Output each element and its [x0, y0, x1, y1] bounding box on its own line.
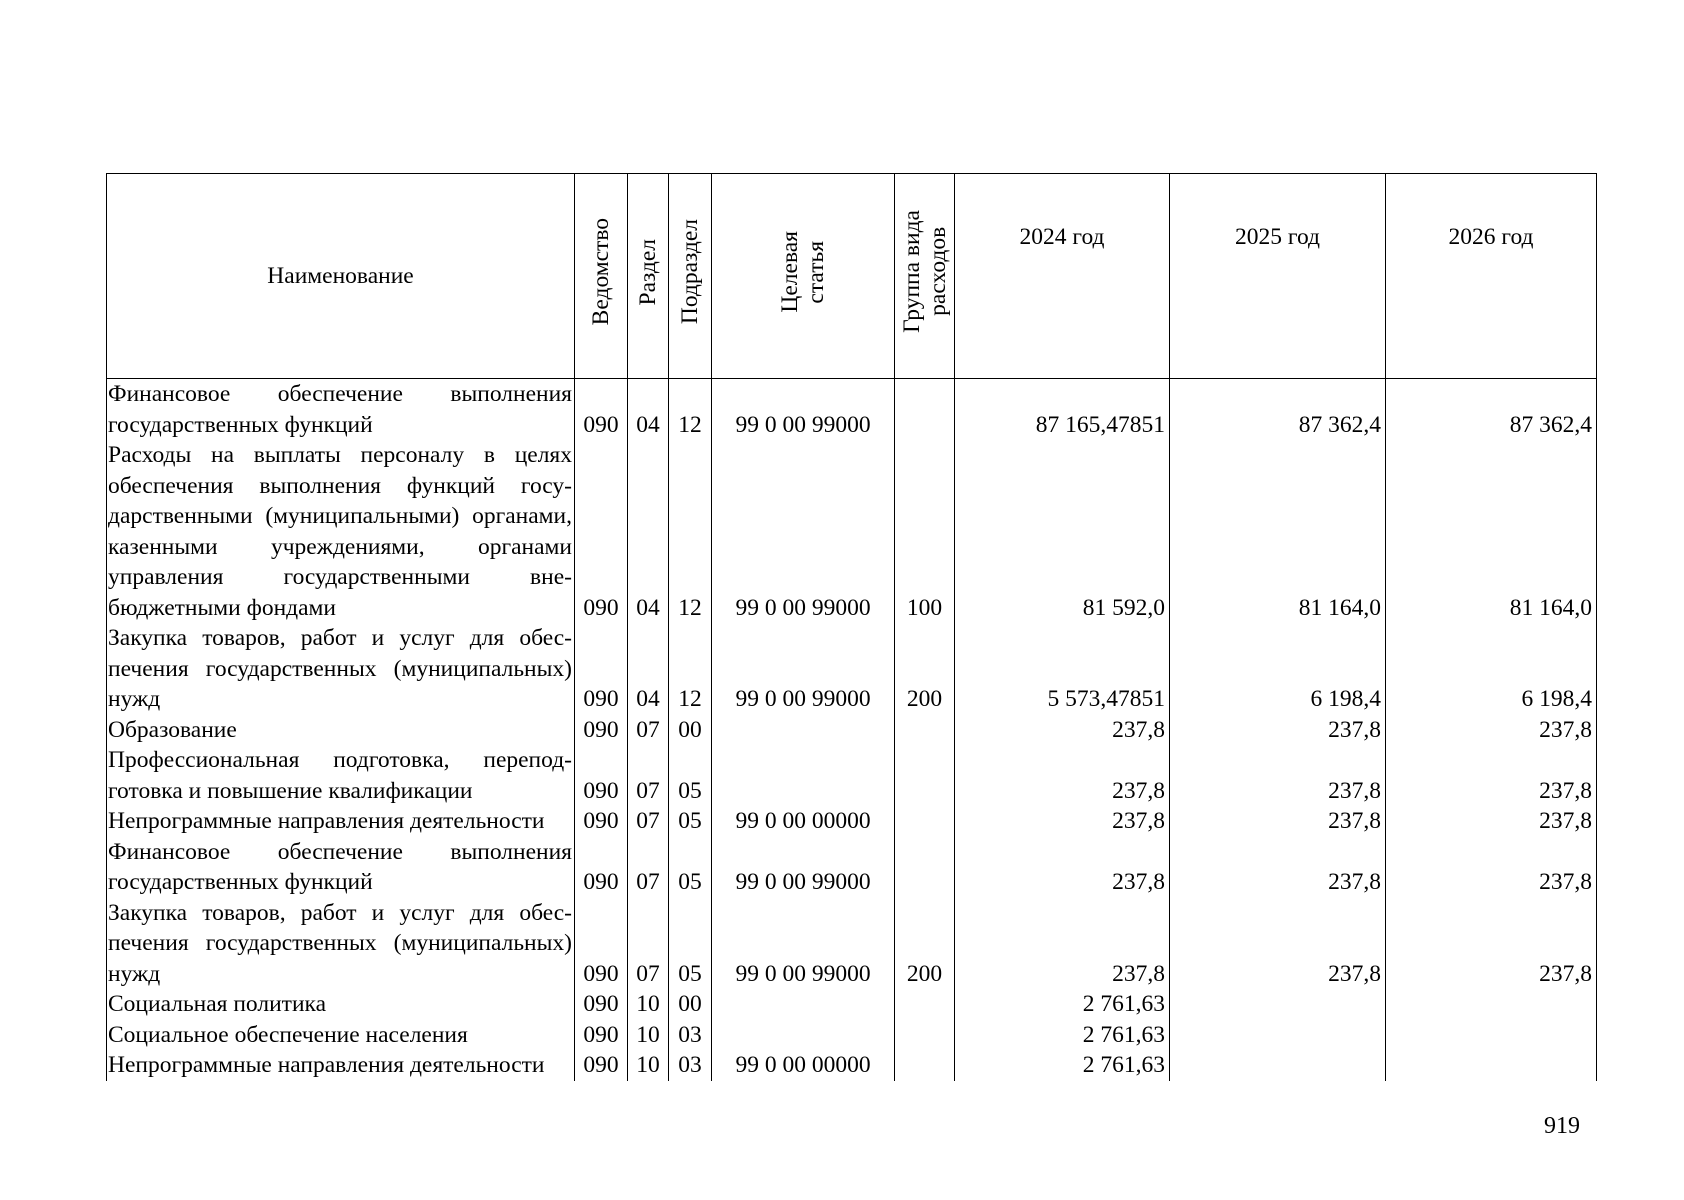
cell-razdel: 04: [628, 440, 669, 623]
cell-vedomstvo: 090: [575, 1050, 628, 1081]
cell-2026: [1386, 1020, 1597, 1051]
cell-podrazdel: 05: [669, 806, 712, 837]
cell-gruppa: [895, 715, 955, 746]
cell-celevaya-statya: 99 0 00 99000: [712, 898, 895, 990]
cell-vedomstvo: 090: [575, 1020, 628, 1051]
table-row: [107, 806, 1597, 837]
cell-vedomstvo: 090: [575, 440, 628, 623]
cell-vedomstvo: 090: [575, 837, 628, 898]
cell-vedomstvo: 090: [575, 623, 628, 715]
cell-2024: 87 165,47851: [955, 379, 1170, 441]
cell-gruppa: [895, 806, 955, 837]
cell-podrazdel: 00: [669, 989, 712, 1020]
cell-name: Социальное обеспечение населения: [107, 1020, 575, 1051]
cell-2025: [1170, 1050, 1386, 1081]
cell-name: Образование: [107, 715, 575, 746]
cell-vedomstvo: 090: [575, 806, 628, 837]
header-celevaya-statya: Целевая статья: [712, 174, 895, 379]
table-row: [107, 440, 1597, 623]
header-gruppa-vida-rashodov: Группа вида расходов: [895, 174, 955, 379]
cell-podrazdel: 12: [669, 623, 712, 715]
cell-2026: 87 362,4: [1386, 379, 1597, 441]
cell-2025: 237,8: [1170, 715, 1386, 746]
cell-name: Расходы на выплаты персоналу в целях обеспечения выполнения функций государственными (муниципальными) органами, казенными учреждениями, органами управления государственными внебюджетными фондами: [107, 440, 575, 623]
cell-2024: 2 761,63: [955, 1020, 1170, 1051]
cell-celevaya-statya: 99 0 00 00000: [712, 1050, 895, 1081]
cell-gruppa: [895, 1050, 955, 1081]
cell-podrazdel: 00: [669, 715, 712, 746]
cell-2024: 2 761,63: [955, 989, 1170, 1020]
cell-2024: 2 761,63: [955, 1050, 1170, 1081]
cell-celevaya-statya: 99 0 00 99000: [712, 623, 895, 715]
cell-vedomstvo: 090: [575, 898, 628, 990]
cell-gruppa: [895, 745, 955, 806]
cell-gruppa: [895, 837, 955, 898]
cell-gruppa: [895, 1020, 955, 1051]
cell-vedomstvo: 090: [575, 745, 628, 806]
cell-gruppa: 200: [895, 898, 955, 990]
cell-podrazdel: 03: [669, 1050, 712, 1081]
cell-2025: 237,8: [1170, 837, 1386, 898]
header-year-2025: 2025 год: [1170, 174, 1386, 379]
cell-celevaya-statya: 99 0 00 00000: [712, 806, 895, 837]
cell-razdel: 10: [628, 989, 669, 1020]
header-year-2024: 2024 год: [955, 174, 1170, 379]
cell-podrazdel: 05: [669, 837, 712, 898]
cell-2026: 237,8: [1386, 715, 1597, 746]
cell-2024: 237,8: [955, 745, 1170, 806]
cell-2024: 237,8: [955, 898, 1170, 990]
cell-podrazdel: 05: [669, 898, 712, 990]
page-number: 919: [1544, 1113, 1580, 1139]
table-body: [107, 379, 1597, 1081]
table-row: [107, 745, 1597, 806]
cell-razdel: 07: [628, 837, 669, 898]
table-row: [107, 715, 1597, 746]
cell-celevaya-statya: 99 0 00 99000: [712, 440, 895, 623]
cell-2024: 237,8: [955, 806, 1170, 837]
cell-2026: 237,8: [1386, 806, 1597, 837]
cell-2025: 87 362,4: [1170, 379, 1386, 441]
cell-2026: [1386, 1050, 1597, 1081]
cell-celevaya-statya: [712, 1020, 895, 1051]
cell-2024: 237,8: [955, 715, 1170, 746]
cell-gruppa: [895, 379, 955, 441]
header-year-2026: 2026 год: [1386, 174, 1597, 379]
table-row: [107, 837, 1597, 898]
cell-2024: 237,8: [955, 837, 1170, 898]
cell-name: Непрограммные направления деятельности: [107, 806, 575, 837]
table-row: [107, 379, 1597, 441]
cell-name: Непрограммные направления деятельности: [107, 1050, 575, 1081]
table-row: [107, 898, 1597, 990]
cell-podrazdel: 12: [669, 379, 712, 441]
cell-name: Финансовое обеспечение выполнения государственных функций: [107, 379, 575, 441]
header-name: Наименование: [107, 174, 575, 379]
budget-table: [106, 173, 1597, 1081]
cell-razdel: 10: [628, 1050, 669, 1081]
cell-razdel: 07: [628, 898, 669, 990]
cell-celevaya-statya: 99 0 00 99000: [712, 837, 895, 898]
cell-podrazdel: 03: [669, 1020, 712, 1051]
cell-2026: 237,8: [1386, 837, 1597, 898]
cell-razdel: 04: [628, 623, 669, 715]
cell-2026: 6 198,4: [1386, 623, 1597, 715]
cell-celevaya-statya: [712, 745, 895, 806]
cell-gruppa: 100: [895, 440, 955, 623]
cell-razdel: 07: [628, 715, 669, 746]
header-podrazdel: Подраздел: [669, 174, 712, 379]
cell-2025: 237,8: [1170, 898, 1386, 990]
cell-2024: 81 592,0: [955, 440, 1170, 623]
cell-gruppa: 200: [895, 623, 955, 715]
cell-2025: 81 164,0: [1170, 440, 1386, 623]
cell-name: Финансовое обеспечение выполнения государственных функций: [107, 837, 575, 898]
header-vedomstvo: Ведомство: [575, 174, 628, 379]
cell-vedomstvo: 090: [575, 989, 628, 1020]
cell-celevaya-statya: [712, 715, 895, 746]
cell-razdel: 10: [628, 1020, 669, 1051]
cell-razdel: 04: [628, 379, 669, 441]
cell-2026: [1386, 989, 1597, 1020]
cell-2026: 81 164,0: [1386, 440, 1597, 623]
table-row: [107, 989, 1597, 1020]
cell-razdel: 07: [628, 745, 669, 806]
cell-name: Закупка товаров, работ и услуг для обеспечения государственных (муниципальных) нужд: [107, 623, 575, 715]
cell-celevaya-statya: 99 0 00 99000: [712, 379, 895, 441]
table-row: [107, 623, 1597, 715]
cell-2024: 5 573,47851: [955, 623, 1170, 715]
cell-celevaya-statya: [712, 989, 895, 1020]
table-row: [107, 1050, 1597, 1081]
cell-2025: 237,8: [1170, 745, 1386, 806]
cell-2026: 237,8: [1386, 745, 1597, 806]
cell-name: Профессиональная подготовка, переподготовка и повышение квалификации: [107, 745, 575, 806]
cell-2025: 6 198,4: [1170, 623, 1386, 715]
table-row: [107, 1020, 1597, 1051]
cell-podrazdel: 05: [669, 745, 712, 806]
cell-2025: [1170, 1020, 1386, 1051]
cell-2025: [1170, 989, 1386, 1020]
cell-gruppa: [895, 989, 955, 1020]
cell-vedomstvo: 090: [575, 715, 628, 746]
cell-razdel: 07: [628, 806, 669, 837]
cell-name: Социальная политика: [107, 989, 575, 1020]
cell-name: Закупка товаров, работ и услуг для обеспечения государственных (муниципальных) нужд: [107, 898, 575, 990]
cell-vedomstvo: 090: [575, 379, 628, 441]
cell-2025: 237,8: [1170, 806, 1386, 837]
table-header-row: [107, 174, 1597, 379]
header-razdel: Раздел: [628, 174, 669, 379]
cell-podrazdel: 12: [669, 440, 712, 623]
cell-2026: 237,8: [1386, 898, 1597, 990]
